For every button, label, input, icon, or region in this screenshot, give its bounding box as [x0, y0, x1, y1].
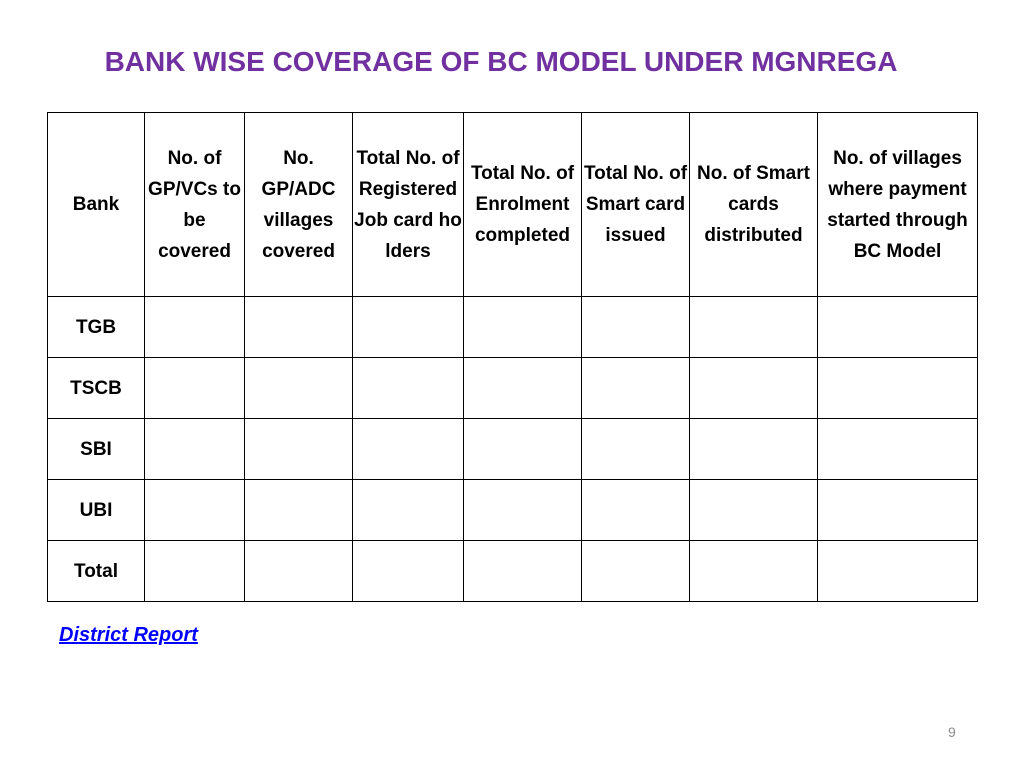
- table-cell: [690, 297, 818, 358]
- table-cell: [582, 480, 690, 541]
- table-cell: [145, 480, 245, 541]
- table-cell: [464, 358, 582, 419]
- bank-coverage-table: [47, 112, 978, 602]
- table-cell: [464, 419, 582, 480]
- table-cell: [245, 541, 353, 602]
- table-cell: [690, 358, 818, 419]
- table-cell: [464, 541, 582, 602]
- page-number: 9: [948, 724, 956, 740]
- table-cell: [690, 480, 818, 541]
- table-cell: [145, 541, 245, 602]
- table-cell: [690, 419, 818, 480]
- bank-name-cell: TSCB: [48, 358, 145, 419]
- table-row: [48, 480, 978, 541]
- table-cell: [145, 358, 245, 419]
- bank-name-cell: Total: [48, 541, 145, 602]
- table-cell: [818, 541, 978, 602]
- table-cell: [690, 541, 818, 602]
- table-cell: [818, 480, 978, 541]
- table-cell: [818, 358, 978, 419]
- column-header-smart-distributed: No. of Smart cards distributed: [690, 113, 818, 297]
- table-cell: [245, 297, 353, 358]
- table-cell: [353, 480, 464, 541]
- column-header-enrolment: Total No. of Enrolment completed: [464, 113, 582, 297]
- bank-name-cell: TGB: [48, 297, 145, 358]
- column-header-bank: Bank: [48, 113, 145, 297]
- table-row-total: [48, 541, 978, 602]
- table-row: [48, 297, 978, 358]
- table-cell: [353, 297, 464, 358]
- table-cell: [464, 297, 582, 358]
- bank-name-cell: UBI: [48, 480, 145, 541]
- column-header-gp-vcs: No. of GP/VCs to be covered: [145, 113, 245, 297]
- table-cell: [582, 297, 690, 358]
- table-cell: [145, 297, 245, 358]
- district-report-link[interactable]: District Report: [59, 624, 198, 646]
- table-cell: [353, 419, 464, 480]
- column-header-villages-payment: No. of villages where payment started through BC Model: [818, 113, 978, 297]
- table-header-row: [48, 113, 978, 297]
- table-cell: [245, 358, 353, 419]
- table-cell: [353, 541, 464, 602]
- table-cell: [245, 480, 353, 541]
- table-cell: [464, 480, 582, 541]
- table-row: [48, 358, 978, 419]
- table-cell: [353, 358, 464, 419]
- slide-title: BANK WISE COVERAGE OF BC MODEL UNDER MGNREGA: [104, 46, 898, 77]
- table-row: [48, 419, 978, 480]
- column-header-registered: Total No. of Registered Job card holders: [353, 113, 464, 297]
- table-cell: [245, 419, 353, 480]
- table-cell: [582, 358, 690, 419]
- table-cell: [818, 419, 978, 480]
- table-cell: [582, 419, 690, 480]
- column-header-smart-issued: Total No. of Smart card issued: [582, 113, 690, 297]
- table-cell: [145, 419, 245, 480]
- table-cell: [582, 541, 690, 602]
- column-header-gp-adc: No. GP/ADC villages covered: [245, 113, 353, 297]
- bank-name-cell: SBI: [48, 419, 145, 480]
- table-cell: [818, 297, 978, 358]
